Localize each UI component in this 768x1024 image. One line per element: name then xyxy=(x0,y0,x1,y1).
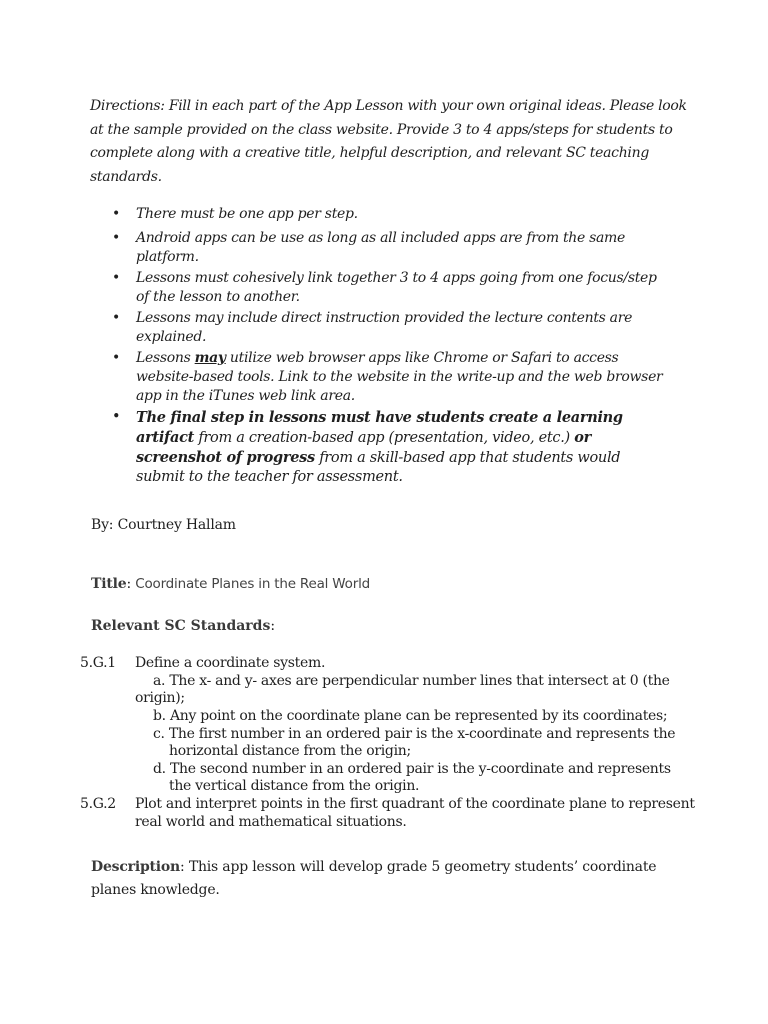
description-separator: : xyxy=(180,859,189,875)
standards-separator: : xyxy=(270,618,276,634)
bullet-icon: • xyxy=(112,350,120,366)
sub-item-line: b. Any point on the coordinate plane can be represented by its coordinates; xyxy=(153,708,668,724)
sub-item-line: the vertical distance from the origin. xyxy=(169,778,420,794)
rule-text-4: from a skill-based app that students would submit to the teacher for assessment. xyxy=(136,450,621,485)
standard-code: 5.G.1 xyxy=(80,655,116,671)
sub-item-line: origin); xyxy=(135,690,185,706)
lesson-title: Coordinate Planes in the Real World xyxy=(135,576,370,592)
list-item xyxy=(110,205,670,224)
rule-text-2: from a creation-based app (presentation, video, etc.) xyxy=(194,430,575,446)
rule-text: There must be one app per step. xyxy=(136,206,358,222)
list-item xyxy=(110,229,670,267)
directions-paragraph: Directions: Fill in each part of the App Lesson with your own original ideas. Please look at the sample provided on the class website. Provide 3 to 4 apps/steps for students to complete along with a creative title, helpful description, and relevant SC teaching standards. xyxy=(90,98,687,185)
description-label: Description xyxy=(91,859,181,875)
list-item xyxy=(110,269,670,307)
list-item xyxy=(110,349,670,406)
sub-item-line: horizontal distance from the origin; xyxy=(169,743,411,759)
list-item xyxy=(110,309,670,347)
rule-emphasis: may xyxy=(194,350,226,366)
bullet-icon: • xyxy=(112,310,120,326)
sub-item-line: c. The first number in an ordered pair is the x-coordinate and represents the xyxy=(153,726,676,742)
lesson-title-line xyxy=(91,576,370,592)
rules-list xyxy=(110,205,670,489)
sub-item-line: d. The second number in an ordered pair is the y-coordinate and represents xyxy=(153,761,671,777)
bullet-icon: • xyxy=(112,409,121,425)
standards-label: Relevant SC Standards xyxy=(91,618,271,634)
standards-heading xyxy=(91,618,275,634)
rule-text: Android apps can be use as long as all included apps are from the same platform. xyxy=(136,230,626,265)
standard-code: 5.G.2 xyxy=(80,796,116,812)
rule-text: Lessons must cohesively link together 3 to 4 apps going from one focus/step of the lesson to another. xyxy=(136,270,657,305)
bullet-icon: • xyxy=(112,230,120,246)
description-line xyxy=(91,856,671,902)
standard-text: Define a coordinate system. xyxy=(135,655,326,671)
description-text: This app lesson will develop grade 5 geometry students’ coordinate planes knowledge. xyxy=(91,859,657,898)
bullet-icon: • xyxy=(112,206,120,222)
title-label: Title xyxy=(91,576,127,592)
standard-text: Plot and interpret points in the first quadrant of the coordinate plane to represent real world and mathematical situations. xyxy=(135,796,695,830)
rule-bold-1: The final step in lessons must have students create a learning artifact xyxy=(136,409,623,446)
rule-text-start: Lessons xyxy=(136,350,195,366)
rule-text-end: utilize web browser apps like Chrome or Safari to access website-based tools. Link to the website in the write-up and the web browser app in the iTunes web link area. xyxy=(136,350,663,404)
title-separator: : xyxy=(126,576,136,592)
sub-item-line: a. The x- and y- axes are perpendicular number lines that intersect at 0 (the xyxy=(153,673,670,689)
bullet-icon: • xyxy=(112,270,120,286)
list-item xyxy=(110,408,670,487)
author-line: By: Courtney Hallam xyxy=(91,517,236,533)
rule-bold-2: or screenshot of progress xyxy=(136,429,591,466)
rule-text: Lessons may include direct instruction provided the lecture contents are explained. xyxy=(136,310,633,345)
